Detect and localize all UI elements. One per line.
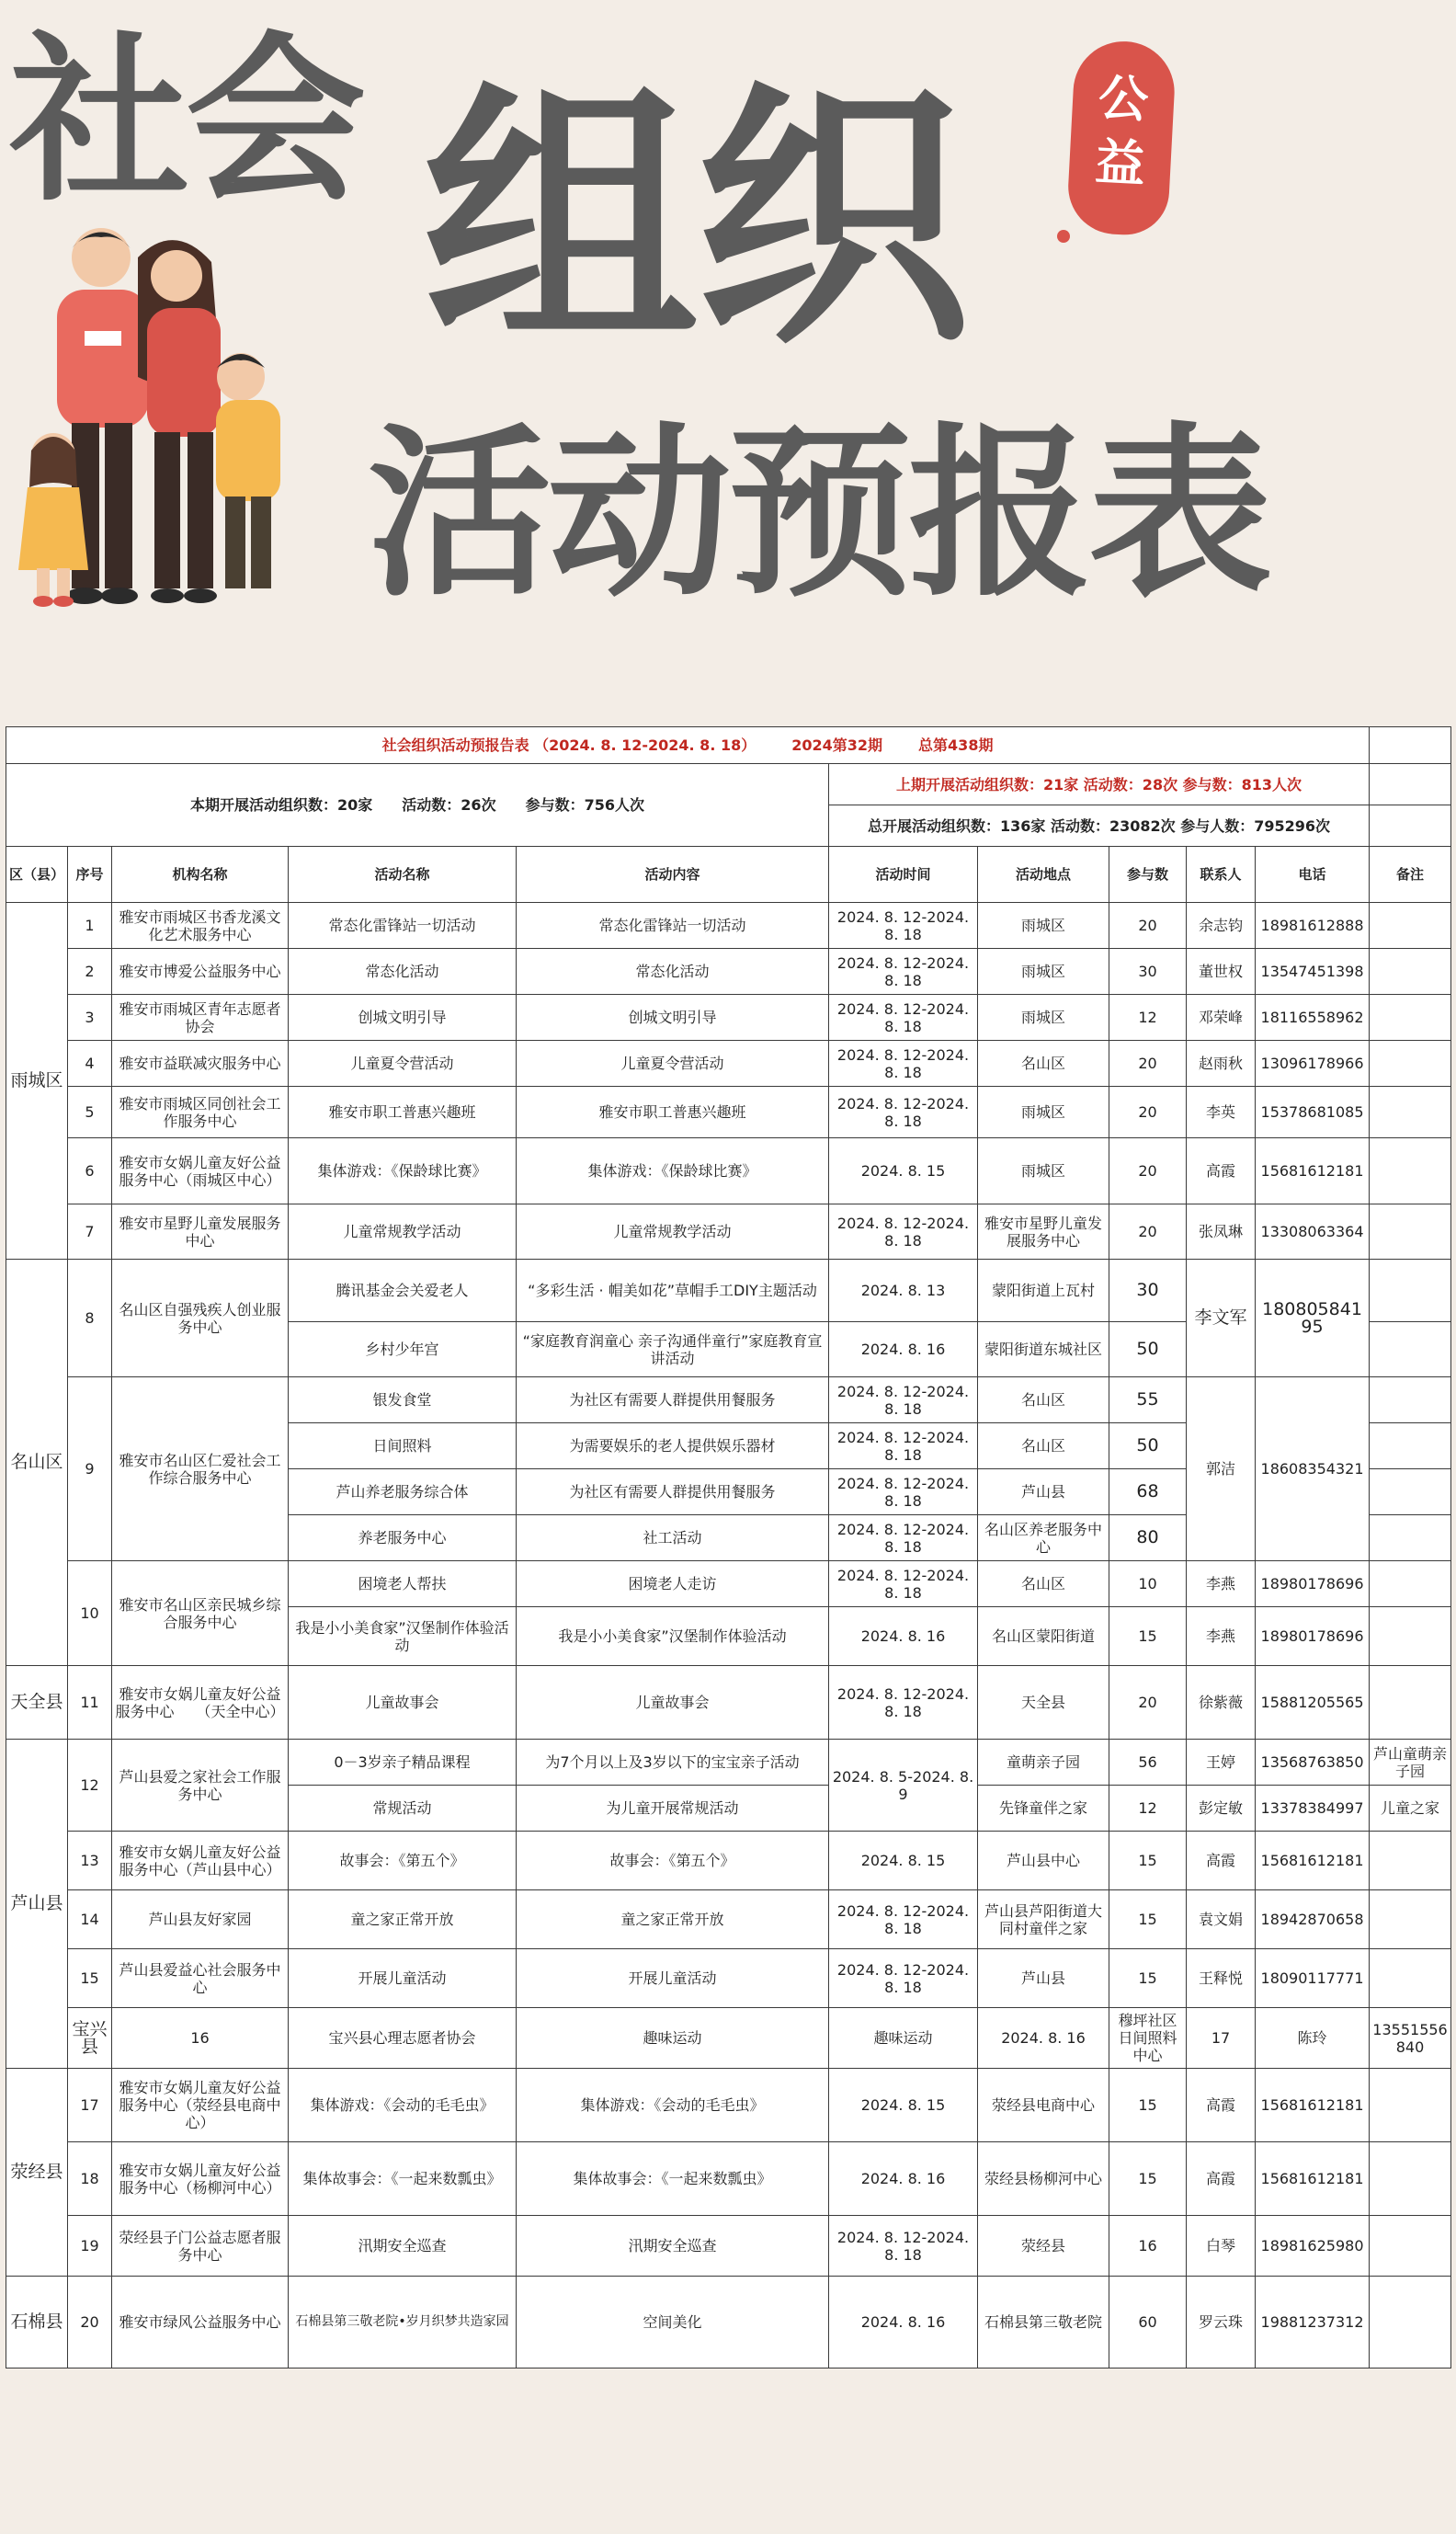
table-row — [6, 2277, 1451, 2368]
place-cell: 名山区 — [978, 1423, 1109, 1469]
no-cell: 3 — [68, 995, 112, 1041]
count-cell: 20 — [1109, 903, 1187, 949]
note-cell — [1370, 1949, 1451, 2008]
table-row — [6, 903, 1451, 949]
count-cell: 60 — [1109, 2277, 1187, 2368]
no-cell: 1 — [68, 903, 112, 949]
phone-cell: 13096178966 — [1256, 1041, 1370, 1087]
count-cell: 55 — [1109, 1377, 1187, 1423]
table-row — [6, 949, 1451, 995]
count-cell: 12 — [1109, 1786, 1187, 1832]
content-cell: “多彩生活 · 帽美如花”草帽手工DIY主题活动 — [517, 1260, 829, 1322]
district-cell: 名山区 — [6, 1260, 68, 1666]
count-cell: 20 — [1109, 1666, 1187, 1740]
place-cell: 雨城区 — [978, 949, 1109, 995]
no-cell: 9 — [68, 1377, 112, 1561]
count-cell: 20 — [1109, 1138, 1187, 1204]
content-cell: 集体故事会：《一起来数瓢虫》 — [517, 2142, 829, 2216]
content-cell: 儿童故事会 — [517, 1666, 829, 1740]
table-row — [6, 1890, 1451, 1949]
table-row — [6, 2069, 1451, 2142]
activity-report-table — [6, 726, 1450, 2368]
report-title: 社会组织活动预报告表 （2024. 8. 12-2024. 8. 18） — [381, 736, 756, 754]
no-cell: 16 — [112, 2008, 289, 2069]
table-row — [6, 2142, 1451, 2216]
time-cell: 2024. 8. 12-2024. 8. 18 — [829, 1890, 978, 1949]
time-cell: 2024. 8. 16 — [829, 2277, 978, 2368]
time-cell: 2024. 8. 13 — [829, 1260, 978, 1322]
col-time: 活动时间 — [829, 847, 978, 903]
content-cell: 为儿童开展常规活动 — [517, 1786, 829, 1832]
content-cell: 社工活动 — [517, 1515, 829, 1561]
count-cell: 15 — [1109, 1832, 1187, 1890]
content-cell: 常态化雷锋站一切活动 — [517, 903, 829, 949]
activity-cell: 银发食堂 — [289, 1377, 517, 1423]
contact-cell: 张凤琳 — [1187, 1204, 1256, 1260]
no-cell: 13 — [68, 1832, 112, 1890]
activity-cell: 集体游戏：《会动的毛毛虫》 — [289, 2069, 517, 2142]
count-cell: 10 — [1109, 1561, 1187, 1607]
place-cell: 芦山县中心 — [978, 1832, 1109, 1890]
note-cell — [1370, 1832, 1451, 1890]
time-cell: 2024. 8. 12-2024. 8. 18 — [829, 1377, 978, 1423]
table-row — [6, 1561, 1451, 1607]
table-row — [6, 1087, 1451, 1138]
count-cell: 17 — [1187, 2008, 1256, 2069]
table-row — [6, 1138, 1451, 1204]
org-cell: 宝兴县心理志愿者协会 — [289, 2008, 517, 2069]
org-cell: 雅安市益联减灾服务中心 — [112, 1041, 289, 1087]
org-cell: 名山区自强残疾人创业服务中心 — [112, 1260, 289, 1377]
time-cell: 2024. 8. 15 — [829, 2069, 978, 2142]
col-org: 机构名称 — [112, 847, 289, 903]
table-row — [6, 1949, 1451, 2008]
activity-cell: 芦山养老服务综合体 — [289, 1469, 517, 1515]
note-cell: 儿童之家 — [1370, 1786, 1451, 1832]
title-line-1: 社会 — [9, 17, 363, 226]
phone-cell: 15681612181 — [1256, 2069, 1370, 2142]
table-row — [6, 1832, 1451, 1890]
org-cell: 雅安市名山区仁爱社会工作综合服务中心 — [112, 1377, 289, 1561]
time-cell: 2024. 8. 15 — [829, 1138, 978, 1204]
report-total-issue: 总第438期 — [918, 736, 994, 754]
activity-cell: 童之家正常开放 — [289, 1890, 517, 1949]
count-cell: 50 — [1109, 1322, 1187, 1377]
org-cell: 雅安市女娲儿童友好公益服务中心（荥经县电商中心） — [112, 2069, 289, 2142]
content-cell: 空间美化 — [517, 2277, 829, 2368]
contact-cell: 李英 — [1187, 1087, 1256, 1138]
phone-cell: 13378384997 — [1256, 1786, 1370, 1832]
place-cell: 雨城区 — [978, 995, 1109, 1041]
time-cell: 2024. 8. 12-2024. 8. 18 — [829, 1949, 978, 2008]
count-cell: 12 — [1109, 995, 1187, 1041]
count-cell: 15 — [1109, 1607, 1187, 1666]
count-cell: 50 — [1109, 1423, 1187, 1469]
phone-cell: 13547451398 — [1256, 949, 1370, 995]
activity-cell: 常态化雷锋站一切活动 — [289, 903, 517, 949]
note-cell — [1370, 903, 1451, 949]
activity-cell: 日间照料 — [289, 1423, 517, 1469]
phone-cell: 13568763850 — [1256, 1740, 1370, 1786]
seal-dot — [1057, 230, 1070, 243]
content-cell: 创城文明引导 — [517, 995, 829, 1041]
content-cell: 童之家正常开放 — [517, 1890, 829, 1949]
no-cell: 19 — [68, 2216, 112, 2277]
time-cell: 2024. 8. 16 — [829, 1322, 978, 1377]
org-cell: 雅安市星野儿童发展服务中心 — [112, 1204, 289, 1260]
org-cell: 雅安市绿风公益服务中心 — [112, 2277, 289, 2368]
col-place: 活动地点 — [978, 847, 1109, 903]
report-title-cell — [6, 727, 1370, 764]
empty-cell — [1370, 764, 1451, 805]
place-cell: 蒙阳街道东城社区 — [978, 1322, 1109, 1377]
no-cell: 18 — [68, 2142, 112, 2216]
activity-cell: 集体游戏：《保龄球比赛》 — [289, 1138, 517, 1204]
column-header-row — [6, 847, 1451, 903]
org-cell: 雅安市女娲儿童友好公益服务中心 （天全中心） — [112, 1666, 289, 1740]
table-row — [6, 1740, 1451, 1786]
contact-cell: 高霞 — [1187, 2142, 1256, 2216]
contact-cell: 赵雨秋 — [1187, 1041, 1256, 1087]
activity-cell: 趣味运动 — [517, 2008, 829, 2069]
time-cell: 2024. 8. 12-2024. 8. 18 — [829, 1204, 978, 1260]
note-cell: 芦山童萌亲子园 — [1370, 1740, 1451, 1786]
place-cell: 芦山县 — [978, 1949, 1109, 2008]
col-no: 序号 — [68, 847, 112, 903]
no-cell: 5 — [68, 1087, 112, 1138]
total-summary: 总开展活动组织数：136家 活动数：23082次 参与人数：795296次 — [829, 805, 1370, 847]
col-note: 备注 — [1370, 847, 1451, 903]
time-cell: 2024. 8. 16 — [978, 2008, 1109, 2069]
time-cell: 2024. 8. 5-2024. 8. 9 — [829, 1740, 978, 1832]
activity-cell: 常规活动 — [289, 1786, 517, 1832]
content-cell: 我是小小美食家”汉堡制作体验活动 — [517, 1607, 829, 1666]
note-cell — [1370, 1377, 1451, 1423]
no-cell: 7 — [68, 1204, 112, 1260]
note-cell — [1370, 1041, 1451, 1087]
phone-cell: 18608354321 — [1256, 1377, 1370, 1561]
no-cell: 8 — [68, 1260, 112, 1377]
table-row — [6, 1666, 1451, 1740]
no-cell: 10 — [68, 1561, 112, 1666]
content-cell: 儿童常规教学活动 — [517, 1204, 829, 1260]
count-cell: 20 — [1109, 1041, 1187, 1087]
time-cell: 2024. 8. 12-2024. 8. 18 — [829, 1423, 978, 1469]
content-cell: 为社区有需要人群提供用餐服务 — [517, 1377, 829, 1423]
place-cell: 雅安市星野儿童发展服务中心 — [978, 1204, 1109, 1260]
seal-char-1: 公 — [1097, 68, 1150, 130]
activity-cell: 石棉县第三敬老院•岁月织梦共造家园 — [289, 2277, 517, 2368]
activity-cell: 创城文明引导 — [289, 995, 517, 1041]
phone-cell: 18942870658 — [1256, 1890, 1370, 1949]
place-cell: 童萌亲子园 — [978, 1740, 1109, 1786]
place-cell: 天全县 — [978, 1666, 1109, 1740]
phone-cell: 13551556840 — [1370, 2008, 1451, 2069]
phone-cell: 18981612888 — [1256, 903, 1370, 949]
content-cell: 为社区有需要人群提供用餐服务 — [517, 1469, 829, 1515]
district-cell: 石棉县 — [6, 2277, 68, 2368]
contact-cell: 彭定敏 — [1187, 1786, 1256, 1832]
district-cell: 荥经县 — [6, 2069, 68, 2277]
org-cell: 荥经县子门公益志愿者服务中心 — [112, 2216, 289, 2277]
place-cell: 名山区 — [978, 1561, 1109, 1607]
time-cell: 2024. 8. 12-2024. 8. 18 — [829, 995, 978, 1041]
district-cell: 芦山县 — [6, 1740, 68, 2069]
activity-cell: 乡村少年宫 — [289, 1322, 517, 1377]
place-cell: 荥经县 — [978, 2216, 1109, 2277]
content-cell: 汛期安全巡查 — [517, 2216, 829, 2277]
note-cell — [1370, 2277, 1451, 2368]
content-cell: 雅安市职工普惠兴趣班 — [517, 1087, 829, 1138]
org-cell: 雅安市博爱公益服务中心 — [112, 949, 289, 995]
activity-cell: 我是小小美食家”汉堡制作体验活动 — [289, 1607, 517, 1666]
place-cell: 名山区 — [978, 1377, 1109, 1423]
empty-cell — [1370, 727, 1451, 764]
table-row — [6, 1041, 1451, 1087]
note-cell — [1370, 1515, 1451, 1561]
phone-cell: 15681612181 — [1256, 2142, 1370, 2216]
count-cell: 56 — [1109, 1740, 1187, 1786]
district-cell: 天全县 — [6, 1666, 68, 1740]
place-cell: 芦山县芦阳街道大同村童伴之家 — [978, 1890, 1109, 1949]
phone-cell: 18080584195 — [1256, 1260, 1370, 1377]
contact-cell: 邓荣峰 — [1187, 995, 1256, 1041]
count-cell: 20 — [1109, 1087, 1187, 1138]
count-cell: 30 — [1109, 949, 1187, 995]
content-cell: 困境老人走访 — [517, 1561, 829, 1607]
no-cell: 14 — [68, 1890, 112, 1949]
place-cell: 荥经县杨柳河中心 — [978, 2142, 1109, 2216]
place-cell: 雨城区 — [978, 903, 1109, 949]
note-cell — [1370, 1423, 1451, 1469]
no-cell: 4 — [68, 1041, 112, 1087]
note-cell — [1370, 1260, 1451, 1322]
col-district: 区（县） — [6, 847, 68, 903]
family-illustration — [0, 221, 313, 625]
org-cell: 芦山县爱之家社会工作服务中心 — [112, 1740, 289, 1832]
org-cell: 芦山县友好家园 — [112, 1890, 289, 1949]
title-line-2: 组织 — [423, 60, 967, 381]
phone-cell: 18980178696 — [1256, 1561, 1370, 1607]
col-activity: 活动名称 — [289, 847, 517, 903]
content-cell: 集体游戏：《保龄球比赛》 — [517, 1138, 829, 1204]
report-period: 2024第32期 — [791, 736, 883, 754]
org-cell: 芦山县爱益心社会服务中心 — [112, 1949, 289, 2008]
district-cell: 雨城区 — [6, 903, 68, 1260]
contact-cell: 李燕 — [1187, 1607, 1256, 1666]
note-cell — [1370, 1561, 1451, 1607]
time-cell: 2024. 8. 12-2024. 8. 18 — [829, 1561, 978, 1607]
note-cell — [1370, 995, 1451, 1041]
count-cell: 15 — [1109, 2069, 1187, 2142]
count-cell: 15 — [1109, 1890, 1187, 1949]
place-cell: 芦山县 — [978, 1469, 1109, 1515]
table-row — [6, 2008, 1451, 2069]
org-cell: 雅安市女娲儿童友好公益服务中心（杨柳河中心） — [112, 2142, 289, 2216]
content-cell: 儿童夏令营活动 — [517, 1041, 829, 1087]
no-cell: 20 — [68, 2277, 112, 2368]
last-summary: 上期开展活动组织数：21家 活动数：28次 参与数：813人次 — [829, 764, 1370, 805]
place-cell: 名山区养老服务中心 — [978, 1515, 1109, 1561]
no-cell: 11 — [68, 1666, 112, 1740]
org-cell: 雅安市雨城区书香龙溪文化艺术服务中心 — [112, 903, 289, 949]
note-cell — [1370, 1607, 1451, 1666]
note-cell — [1370, 1087, 1451, 1138]
no-cell: 12 — [68, 1740, 112, 1832]
no-cell: 6 — [68, 1138, 112, 1204]
contact-cell: 王释悦 — [1187, 1949, 1256, 2008]
time-cell: 2024. 8. 12-2024. 8. 18 — [829, 903, 978, 949]
content-cell: “家庭教育润童心 亲子沟通伴童行”家庭教育宣讲活动 — [517, 1322, 829, 1377]
count-cell: 15 — [1109, 2142, 1187, 2216]
content-cell: 故事会：《第五个》 — [517, 1832, 829, 1890]
count-cell: 20 — [1109, 1204, 1187, 1260]
content-cell: 开展儿童活动 — [517, 1949, 829, 2008]
district-cell: 宝兴县 — [68, 2008, 112, 2069]
no-cell: 2 — [68, 949, 112, 995]
no-cell: 17 — [68, 2069, 112, 2142]
place-cell: 荥经县电商中心 — [978, 2069, 1109, 2142]
org-cell: 雅安市雨城区青年志愿者协会 — [112, 995, 289, 1041]
contact-cell: 王婷 — [1187, 1740, 1256, 1786]
place-cell: 名山区 — [978, 1041, 1109, 1087]
table-row — [6, 2216, 1451, 2277]
title-line-3: 活动预报表 — [368, 407, 1269, 622]
contact-cell: 高霞 — [1187, 1138, 1256, 1204]
contact-cell: 余志钧 — [1187, 903, 1256, 949]
activity-cell: 0－3岁亲子精品课程 — [289, 1740, 517, 1786]
content-cell: 为7个月以上及3岁以下的宝宝亲子活动 — [517, 1740, 829, 1786]
contact-cell: 袁文娟 — [1187, 1890, 1256, 1949]
content-cell: 集体游戏：《会动的毛毛虫》 — [517, 2069, 829, 2142]
empty-cell — [1370, 805, 1451, 847]
org-cell: 雅安市雨城区同创社会工作服务中心 — [112, 1087, 289, 1138]
org-cell: 雅安市女娲儿童友好公益服务中心（雨城区中心） — [112, 1138, 289, 1204]
phone-cell: 18981625980 — [1256, 2216, 1370, 2277]
table-row — [6, 1260, 1451, 1322]
contact-cell: 李文军 — [1187, 1260, 1256, 1377]
table-row — [6, 1204, 1451, 1260]
time-cell: 2024. 8. 12-2024. 8. 18 — [829, 1041, 978, 1087]
table-row — [6, 1377, 1451, 1423]
phone-cell: 18980178696 — [1256, 1607, 1370, 1666]
note-cell — [1370, 1138, 1451, 1204]
phone-cell: 15378681085 — [1256, 1087, 1370, 1138]
content-cell: 为需要娱乐的老人提供娱乐器材 — [517, 1423, 829, 1469]
contact-cell: 郭洁 — [1187, 1377, 1256, 1561]
contact-cell: 高霞 — [1187, 2069, 1256, 2142]
time-cell: 2024. 8. 12-2024. 8. 18 — [829, 1515, 978, 1561]
phone-cell: 15681612181 — [1256, 1138, 1370, 1204]
place-cell: 穆坪社区日间照料中心 — [1109, 2008, 1187, 2069]
activity-cell: 困境老人帮扶 — [289, 1561, 517, 1607]
count-cell: 80 — [1109, 1515, 1187, 1561]
place-cell: 雨城区 — [978, 1087, 1109, 1138]
content-cell: 常态化活动 — [517, 949, 829, 995]
org-cell: 雅安市女娲儿童友好公益服务中心（芦山县中心） — [112, 1832, 289, 1890]
note-cell — [1370, 1204, 1451, 1260]
contact-cell: 高霞 — [1187, 1832, 1256, 1890]
time-cell: 2024. 8. 12-2024. 8. 18 — [829, 1469, 978, 1515]
count-cell: 15 — [1109, 1949, 1187, 2008]
count-cell: 16 — [1109, 2216, 1187, 2277]
current-summary: 本期开展活动组织数：20家 活动数：26次 参与数：756人次 — [6, 764, 829, 847]
seal-char-2: 益 — [1093, 132, 1147, 194]
note-cell — [1370, 1890, 1451, 1949]
content-cell: 趣味运动 — [829, 2008, 978, 2069]
contact-cell: 李燕 — [1187, 1561, 1256, 1607]
place-cell: 先锋童伴之家 — [978, 1786, 1109, 1832]
phone-cell: 19881237312 — [1256, 2277, 1370, 2368]
count-cell: 68 — [1109, 1469, 1187, 1515]
phone-cell: 15681612181 — [1256, 1832, 1370, 1890]
activity-cell: 集体故事会：《一起来数瓢虫》 — [289, 2142, 517, 2216]
hero-banner — [0, 0, 1456, 717]
place-cell: 石棉县第三敬老院 — [978, 2277, 1109, 2368]
note-cell — [1370, 2069, 1451, 2142]
phone-cell: 18090117771 — [1256, 1949, 1370, 2008]
col-contact: 联系人 — [1187, 847, 1256, 903]
phone-cell: 13308063364 — [1256, 1204, 1370, 1260]
activity-cell: 开展儿童活动 — [289, 1949, 517, 2008]
col-phone: 电话 — [1256, 847, 1370, 903]
contact-cell: 徐紫薇 — [1187, 1666, 1256, 1740]
time-cell: 2024. 8. 15 — [829, 1832, 978, 1890]
note-cell — [1370, 2142, 1451, 2216]
time-cell: 2024. 8. 12-2024. 8. 18 — [829, 1087, 978, 1138]
count-cell: 30 — [1109, 1260, 1187, 1322]
note-cell — [1370, 2216, 1451, 2277]
activity-cell: 故事会：《第五个》 — [289, 1832, 517, 1890]
time-cell: 2024. 8. 12-2024. 8. 18 — [829, 1666, 978, 1740]
time-cell: 2024. 8. 12-2024. 8. 18 — [829, 2216, 978, 2277]
note-cell — [1370, 1322, 1451, 1377]
time-cell: 2024. 8. 16 — [829, 1607, 978, 1666]
note-cell — [1370, 1666, 1451, 1740]
activity-cell: 养老服务中心 — [289, 1515, 517, 1561]
col-content: 活动内容 — [517, 847, 829, 903]
place-cell: 蒙阳街道上瓦村 — [978, 1260, 1109, 1322]
table-row — [6, 995, 1451, 1041]
phone-cell: 15881205565 — [1256, 1666, 1370, 1740]
contact-cell: 董世权 — [1187, 949, 1256, 995]
note-cell — [1370, 1469, 1451, 1515]
org-cell: 雅安市名山区亲民城乡综合服务中心 — [112, 1561, 289, 1666]
contact-cell: 陈玲 — [1256, 2008, 1370, 2069]
charity-seal — [1066, 39, 1177, 236]
activity-cell: 儿童夏令营活动 — [289, 1041, 517, 1087]
activity-cell: 汛期安全巡查 — [289, 2216, 517, 2277]
contact-cell: 罗云珠 — [1187, 2277, 1256, 2368]
activity-cell: 常态化活动 — [289, 949, 517, 995]
no-cell: 15 — [68, 1949, 112, 2008]
activity-cell: 儿童故事会 — [289, 1666, 517, 1740]
time-cell: 2024. 8. 12-2024. 8. 18 — [829, 949, 978, 995]
place-cell: 雨城区 — [978, 1138, 1109, 1204]
phone-cell: 18116558962 — [1256, 995, 1370, 1041]
time-cell: 2024. 8. 16 — [829, 2142, 978, 2216]
activity-cell: 雅安市职工普惠兴趣班 — [289, 1087, 517, 1138]
note-cell — [1370, 949, 1451, 995]
contact-cell: 白琴 — [1187, 2216, 1256, 2277]
col-count: 参与数 — [1109, 847, 1187, 903]
activity-cell: 腾讯基金会关爱老人 — [289, 1260, 517, 1322]
activity-cell: 儿童常规教学活动 — [289, 1204, 517, 1260]
place-cell: 名山区蒙阳街道 — [978, 1607, 1109, 1666]
